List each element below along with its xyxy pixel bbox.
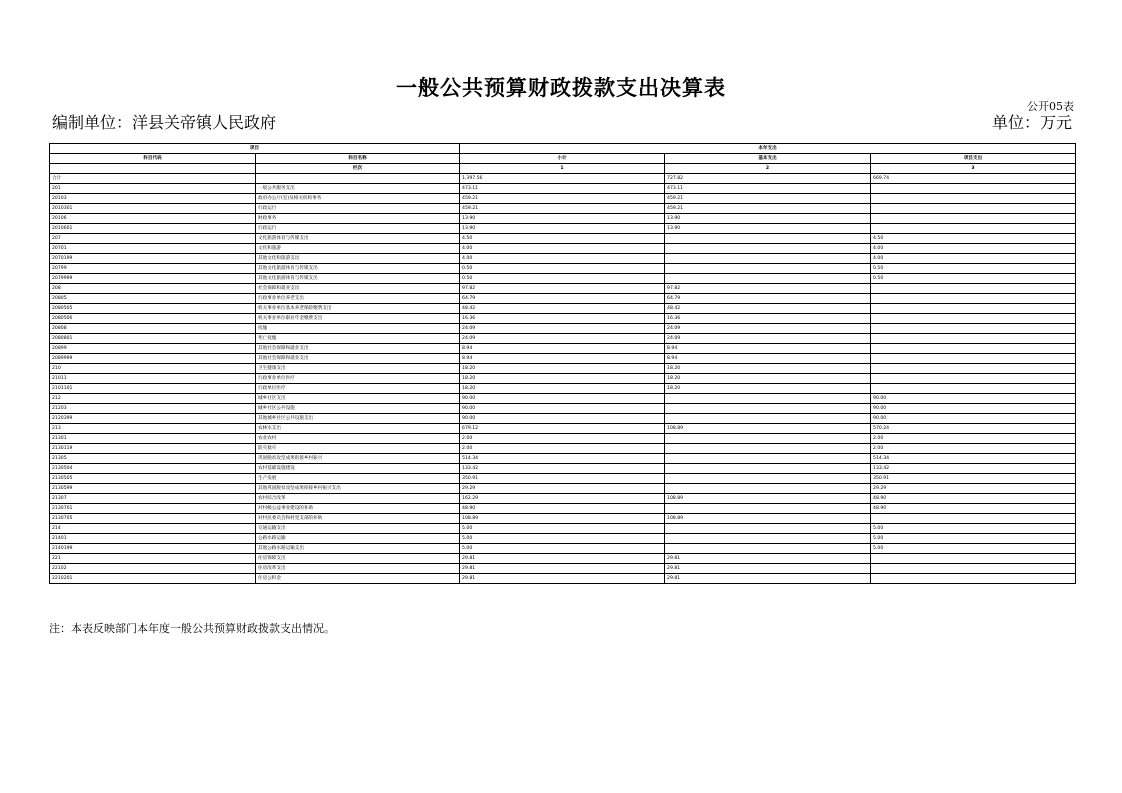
cell-total: 5.00 [460, 544, 665, 554]
cell-code: 2079999 [50, 274, 256, 284]
cell-basic: 18.20 [665, 364, 871, 374]
cell-name: 社会保障和就业支出 [256, 284, 460, 294]
cell-total: 97.82 [460, 284, 665, 294]
cell-code: 20701 [50, 244, 256, 254]
cell-name: 机关事业单位基本养老保险缴费支出 [256, 304, 460, 314]
cell-total: 514.34 [460, 454, 665, 464]
cell-basic: 24.09 [665, 334, 871, 344]
cell-project: 350.91 [871, 474, 1076, 484]
cell-code: 20799 [50, 264, 256, 274]
cell-project [871, 564, 1076, 574]
cell-name: 死亡抚恤 [256, 334, 460, 344]
cell-code: 2080505 [50, 304, 256, 314]
cell-name: 交通运输支出 [256, 524, 460, 534]
form-number: 公开05表 [1027, 100, 1074, 113]
cell-code: 221 [50, 554, 256, 564]
organization-label: 编制单位：洋县关帝镇人民政府 [52, 113, 277, 132]
cell-total: 48.42 [460, 304, 665, 314]
cell-name: 行政运行 [256, 224, 460, 234]
cell-code: 2130701 [50, 504, 256, 514]
cell-name: 城乡社区支出 [256, 394, 460, 404]
cell-basic: 473.11 [665, 184, 871, 194]
table-row [50, 214, 1076, 224]
cell-project [871, 324, 1076, 334]
cell-code: 20805 [50, 294, 256, 304]
cell-name: 其他巩固脱贫攻坚成果衔接乡村振兴支出 [256, 484, 460, 494]
cell-name: 对村民委员会和村党支部的补助 [256, 514, 460, 524]
cell-project [871, 354, 1076, 364]
cell-basic [665, 534, 871, 544]
cell-total: 13.90 [460, 224, 665, 234]
cell-code: 2089999 [50, 354, 256, 364]
table-row [50, 334, 1076, 344]
cell-project: 669.74 [871, 174, 1076, 184]
table-row [50, 354, 1076, 364]
cell-name: 其他社会保障和就业支出 [256, 354, 460, 364]
header-project: 项目 [50, 144, 460, 154]
cell-total: 18.20 [460, 384, 665, 394]
cell-basic: 18.20 [665, 374, 871, 384]
table-row [50, 384, 1076, 394]
header-col3: 3 [871, 164, 1076, 174]
cell-name: 住房公积金 [256, 574, 460, 584]
cell-total: 162.29 [460, 494, 665, 504]
table-row [50, 184, 1076, 194]
table-row [50, 404, 1076, 414]
table-row [50, 564, 1076, 574]
table-row [50, 424, 1076, 434]
cell-basic: 16.36 [665, 314, 871, 324]
cell-code: 214 [50, 524, 256, 534]
cell-basic [665, 454, 871, 464]
cell-project [871, 384, 1076, 394]
cell-total: 350.91 [460, 474, 665, 484]
cell-code: 2130505 [50, 474, 256, 484]
cell-project [871, 194, 1076, 204]
cell-basic: 459.21 [665, 194, 871, 204]
cell-project: 0.50 [871, 264, 1076, 274]
cell-code: 2130705 [50, 514, 256, 524]
cell-name: 其他文化旅游体育与传媒支出 [256, 264, 460, 274]
table-row [50, 314, 1076, 324]
cell-project: 133.42 [871, 464, 1076, 474]
cell-code: 21301 [50, 434, 256, 444]
cell-project: 5.00 [871, 524, 1076, 534]
cell-basic: 24.09 [665, 324, 871, 334]
unit-label: 单位：万元 [991, 113, 1072, 132]
cell-total: 2.00 [460, 434, 665, 444]
cell-basic [665, 234, 871, 244]
cell-basic: 8.94 [665, 344, 871, 354]
cell-name: 巩固脱贫攻坚成果衔接乡村振兴 [256, 454, 460, 464]
cell-name: 公路水路运输 [256, 534, 460, 544]
header-empty [50, 164, 256, 174]
cell-name: 一般公共服务支出 [256, 184, 460, 194]
table-row [50, 324, 1076, 334]
cell-total: 90.00 [460, 404, 665, 414]
cell-project [871, 224, 1076, 234]
header-col-label: 栏次 [256, 164, 460, 174]
table-row [50, 304, 1076, 314]
table-row [50, 524, 1076, 534]
cell-project [871, 514, 1076, 524]
cell-total: 24.09 [460, 324, 665, 334]
cell-name: 机关事业单位职业年金缴费支出 [256, 314, 460, 324]
table-row [50, 484, 1076, 494]
cell-name: 卫生健康支出 [256, 364, 460, 374]
cell-code: 213 [50, 424, 256, 434]
cell-name: 其他城乡社区公共设施支出 [256, 414, 460, 424]
cell-name: 文化旅游体育与传媒支出 [256, 234, 460, 244]
cell-name: 文化和旅游 [256, 244, 460, 254]
cell-name: 其他文化和旅游支出 [256, 254, 460, 264]
cell-code: 2080801 [50, 334, 256, 344]
cell-name: 农业农村 [256, 434, 460, 444]
cell-project [871, 184, 1076, 194]
cell-code: 210 [50, 364, 256, 374]
cell-name: 抚恤 [256, 324, 460, 334]
cell-basic [665, 264, 871, 274]
cell-project: 90.00 [871, 404, 1076, 414]
cell-total: 4.50 [460, 234, 665, 244]
header-col2: 2 [665, 164, 871, 174]
footnote: 注：本表反映部门本年度一般公共预算财政拨款支出情况。 [49, 622, 335, 635]
cell-basic: 64.79 [665, 294, 871, 304]
cell-total: 0.50 [460, 274, 665, 284]
cell-project: 48.90 [871, 504, 1076, 514]
cell-code: 21203 [50, 404, 256, 414]
cell-code: 201 [50, 184, 256, 194]
cell-basic: 18.20 [665, 384, 871, 394]
header-basic: 基本支出 [665, 154, 871, 164]
cell-total: 29.81 [460, 564, 665, 574]
cell-name: 政府办公厅(室)及相关机构事务 [256, 194, 460, 204]
header-col1: 1 [460, 164, 665, 174]
cell-total: 29.81 [460, 574, 665, 584]
cell-name: 对村级公益事业建设的补助 [256, 504, 460, 514]
header-current-year: 本年支出 [460, 144, 1076, 154]
cell-name: 行政事业单位养老支出 [256, 294, 460, 304]
cell-basic [665, 414, 871, 424]
table-row [50, 294, 1076, 304]
cell-name: 其他社会保障和就业支出 [256, 344, 460, 354]
table-row [50, 224, 1076, 234]
cell-code: 212 [50, 394, 256, 404]
table-row [50, 284, 1076, 294]
table-row [50, 364, 1076, 374]
cell-name: 农村基础设施建设 [256, 464, 460, 474]
cell-total: 133.42 [460, 464, 665, 474]
table-row [50, 554, 1076, 564]
cell-basic: 727.82 [665, 174, 871, 184]
cell-basic: 459.21 [665, 204, 871, 214]
cell-total: 4.00 [460, 254, 665, 264]
table-row [50, 514, 1076, 524]
table-row [50, 474, 1076, 484]
table-row [50, 574, 1076, 584]
cell-name [256, 174, 460, 184]
table-row [50, 174, 1076, 184]
cell-total: 0.50 [460, 264, 665, 274]
cell-basic: 108.89 [665, 494, 871, 504]
cell-total: 48.90 [460, 504, 665, 514]
cell-basic [665, 524, 871, 534]
cell-project: 5.00 [871, 544, 1076, 554]
cell-total: 18.20 [460, 364, 665, 374]
cell-code: 2010601 [50, 224, 256, 234]
cell-project [871, 374, 1076, 384]
cell-project: 5.00 [871, 534, 1076, 544]
cell-code: 20106 [50, 214, 256, 224]
cell-code: 208 [50, 284, 256, 294]
cell-code: 21401 [50, 534, 256, 544]
cell-name: 行政运行 [256, 204, 460, 214]
cell-name: 其他文化旅游体育与传媒支出 [256, 274, 460, 284]
cell-name: 行政事业单位医疗 [256, 374, 460, 384]
cell-code: 2080506 [50, 314, 256, 324]
cell-project: 2.00 [871, 434, 1076, 444]
cell-total: 24.09 [460, 334, 665, 344]
cell-basic [665, 434, 871, 444]
cell-basic: 13.90 [665, 224, 871, 234]
cell-name: 其他公路水路运输支出 [256, 544, 460, 554]
cell-code: 2120399 [50, 414, 256, 424]
table-row [50, 544, 1076, 554]
cell-code: 21011 [50, 374, 256, 384]
cell-name: 住房保障支出 [256, 554, 460, 564]
table-row [50, 244, 1076, 254]
table-row [50, 234, 1076, 244]
cell-total: 5.00 [460, 534, 665, 544]
cell-code: 20808 [50, 324, 256, 334]
cell-code: 2210201 [50, 574, 256, 584]
table-row [50, 194, 1076, 204]
cell-basic [665, 444, 871, 454]
table-row [50, 464, 1076, 474]
cell-basic: 29.81 [665, 574, 871, 584]
cell-name: 住房改革支出 [256, 564, 460, 574]
cell-total: 29.29 [460, 484, 665, 494]
table-row [50, 504, 1076, 514]
cell-basic: 108.89 [665, 424, 871, 434]
table-row [50, 264, 1076, 274]
cell-project: 48.90 [871, 494, 1076, 504]
cell-basic [665, 394, 871, 404]
cell-project [871, 284, 1076, 294]
cell-code: 2130599 [50, 484, 256, 494]
cell-project: 4.50 [871, 234, 1076, 244]
cell-project [871, 314, 1076, 324]
cell-code: 20103 [50, 194, 256, 204]
cell-total: 8.94 [460, 344, 665, 354]
cell-basic: 29.81 [665, 564, 871, 574]
cell-project: 90.00 [871, 414, 1076, 424]
cell-total: 459.21 [460, 204, 665, 214]
cell-total: 5.00 [460, 524, 665, 534]
page-title: 一般公共预算财政拨款支出决算表 [396, 75, 726, 100]
header-name: 科目名称 [256, 154, 460, 164]
cell-code: 2140199 [50, 544, 256, 554]
cell-basic: 97.82 [665, 284, 871, 294]
cell-basic [665, 504, 871, 514]
cell-basic [665, 484, 871, 494]
cell-total: 64.79 [460, 294, 665, 304]
table-row [50, 454, 1076, 464]
cell-total: 1,397.56 [460, 174, 665, 184]
cell-basic: 8.94 [665, 354, 871, 364]
header-subtotal: 小计 [460, 154, 665, 164]
cell-total: 90.00 [460, 394, 665, 404]
cell-basic: 108.89 [665, 514, 871, 524]
cell-basic [665, 404, 871, 414]
cell-code: 21307 [50, 494, 256, 504]
cell-project [871, 204, 1076, 214]
cell-total: 8.94 [460, 354, 665, 364]
cell-basic: 13.90 [665, 214, 871, 224]
cell-project [871, 554, 1076, 564]
cell-code: 2070199 [50, 254, 256, 264]
table-row [50, 254, 1076, 264]
cell-name: 农林水支出 [256, 424, 460, 434]
cell-project: 2.00 [871, 444, 1076, 454]
cell-basic [665, 544, 871, 554]
table-row [50, 204, 1076, 214]
cell-name: 城乡社区公共设施 [256, 404, 460, 414]
cell-total: 4.00 [460, 244, 665, 254]
table-row [50, 344, 1076, 354]
expenditure-table [49, 143, 1076, 584]
cell-project [871, 304, 1076, 314]
cell-project: 4.00 [871, 254, 1076, 264]
cell-total: 18.20 [460, 374, 665, 384]
cell-project: 4.00 [871, 244, 1076, 254]
cell-basic [665, 464, 871, 474]
cell-code: 2130504 [50, 464, 256, 474]
cell-total: 29.81 [460, 554, 665, 564]
cell-project: 0.50 [871, 274, 1076, 284]
cell-code: 合计 [50, 174, 256, 184]
cell-total: 2.00 [460, 444, 665, 454]
table-body [50, 174, 1076, 584]
cell-basic [665, 244, 871, 254]
cell-project [871, 344, 1076, 354]
cell-basic [665, 254, 871, 264]
cell-name: 行政单位医疗 [256, 384, 460, 394]
cell-total: 679.12 [460, 424, 665, 434]
table-row [50, 494, 1076, 504]
cell-basic: 48.42 [665, 304, 871, 314]
table-row [50, 274, 1076, 284]
cell-name: 生产发展 [256, 474, 460, 484]
cell-basic: 29.81 [665, 554, 871, 564]
table-row [50, 394, 1076, 404]
cell-code: 22102 [50, 564, 256, 574]
table-row [50, 444, 1076, 454]
cell-total: 108.89 [460, 514, 665, 524]
cell-project [871, 574, 1076, 584]
cell-name: 农村综合改革 [256, 494, 460, 504]
cell-basic [665, 474, 871, 484]
table-row [50, 374, 1076, 384]
cell-name: 财政事务 [256, 214, 460, 224]
cell-total: 90.00 [460, 414, 665, 424]
cell-total: 16.36 [460, 314, 665, 324]
header-code: 科目代码 [50, 154, 256, 164]
cell-code: 207 [50, 234, 256, 244]
cell-code: 2010301 [50, 204, 256, 214]
cell-basic [665, 274, 871, 284]
cell-project [871, 364, 1076, 374]
cell-total: 13.90 [460, 214, 665, 224]
cell-project: 570.24 [871, 424, 1076, 434]
cell-project: 90.00 [871, 394, 1076, 404]
cell-code: 2101101 [50, 384, 256, 394]
cell-project: 514.34 [871, 454, 1076, 464]
table-row [50, 414, 1076, 424]
table-row [50, 434, 1076, 444]
cell-project [871, 214, 1076, 224]
cell-project [871, 294, 1076, 304]
cell-total: 473.11 [460, 184, 665, 194]
cell-code: 2130119 [50, 444, 256, 454]
cell-code: 20899 [50, 344, 256, 354]
cell-code: 21305 [50, 454, 256, 464]
header-project-exp: 项目支出 [871, 154, 1076, 164]
cell-total: 459.21 [460, 194, 665, 204]
cell-project [871, 334, 1076, 344]
cell-name: 防灾救灾 [256, 444, 460, 454]
cell-project: 29.29 [871, 484, 1076, 494]
table-row [50, 534, 1076, 544]
